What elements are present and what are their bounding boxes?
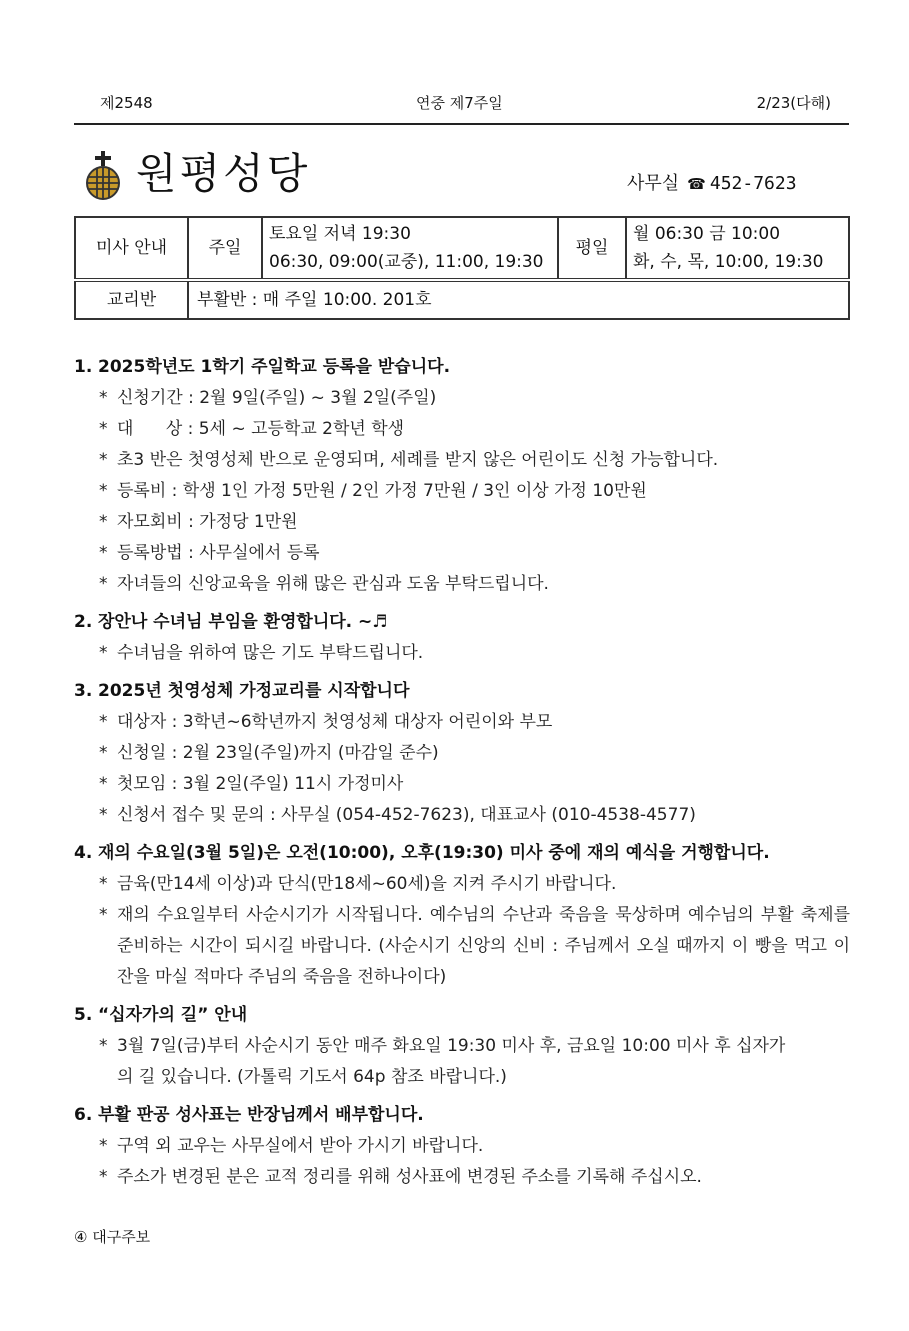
list-item: * 등록방법 : 사무실에서 등록 <box>99 543 320 563</box>
sunday-times <box>262 217 558 280</box>
list-item: * 수녀님을 위하여 많은 기도 부탁드립니다. <box>99 643 424 663</box>
catechism-text: 부활반 : 매 주일 10:00. 201호 <box>188 280 849 319</box>
list-item: * 재의 수요일부터 사순시기가 시작됩니다. 예수님의 수난과 죽음을 묵상하며 예수님의 부활 축제를 준비하는 시간이 되시길 바랍니다. (사순시기 신앙의 신비 : 주님께서 오실 때까지 이 빵을 먹고 이 잔을 마실 적마다 주님의 죽음을 전하나이다) <box>99 905 850 987</box>
weekday-label: 평일 <box>558 217 626 280</box>
list-item: * 주소가 변경된 분은 교적 정리를 위해 성사표에 변경된 주소를 기록해 주십시오. <box>99 1167 702 1187</box>
mass-label: 미사 안내 <box>75 217 188 280</box>
announcement-section <box>74 676 850 831</box>
sunday-times-line2: 06:30, 09:00(교중), 11:00, 19:30 <box>269 252 544 272</box>
section-title: 4. 재의 수요일(3월 5일)은 오전(10:00), 오후(19:30) 미사 중에 재의 예식을 거행합니다. <box>74 843 770 863</box>
catechism-label: 교리반 <box>75 280 188 319</box>
announcement-section <box>74 838 850 993</box>
list-item: * 신청일 : 2월 23일(주일)까지 (마감일 준수) <box>99 743 439 763</box>
announcement-section <box>74 1100 850 1193</box>
section-title: 5. “십자가의 길” 안내 <box>74 1005 248 1025</box>
announcements <box>74 352 850 1200</box>
announcement-section <box>74 352 850 600</box>
weekday-times-line1: 월 06:30 금 10:00 <box>633 224 781 244</box>
church-globe-icon <box>80 150 126 200</box>
sunday-label: 주일 <box>188 217 262 280</box>
list-item: * 신청서 접수 및 문의 : 사무실 (054-452-7623), 대표교사 (010-4538-4577) <box>99 805 696 825</box>
telephone-icon: ☎ <box>687 175 706 193</box>
office-label: 사무실 <box>627 173 680 194</box>
list-item: * 첫모임 : 3월 2일(주일) 11시 가정미사 <box>99 774 404 794</box>
list-item: * 신청기간 : 2월 9일(주일) ~ 3월 2일(주일) <box>99 388 437 408</box>
parish-title: 원평성당 <box>136 149 311 198</box>
header-bar <box>100 92 831 114</box>
office-phone: 452-7623 <box>709 173 797 194</box>
list-item: * 대 상 : 5세 ~ 고등학교 2학년 학생 <box>99 419 405 439</box>
weekday-times-line2: 화, 수, 목, 10:00, 19:30 <box>633 252 824 272</box>
section-title: 2. 장안나 수녀님 부임을 환영합니다. ~♬ <box>74 612 388 632</box>
list-item: * 초3 반은 첫영성체 반으로 운영되며, 세례를 받지 않은 어린이도 신청 가능합니다. <box>99 450 719 470</box>
list-item: * 자모회비 : 가정당 1만원 <box>99 512 298 532</box>
list-item: * 자녀들의 신앙교육을 위해 많은 관심과 도움 부탁드립니다. <box>99 574 549 594</box>
liturgical-week: 연중 제7주일 <box>416 94 503 112</box>
office-contact <box>627 172 797 196</box>
list-item: * 3월 7일(금)부터 사순시기 동안 매주 화요일 19:30 미사 후, 금요일 10:00 미사 후 십자가의 길 있습니다. (가톨릭 기도서 64p 참조 바랍니다.) <box>99 1036 786 1087</box>
list-item: * 등록비 : 학생 1인 가정 5만원 / 2인 가정 7만원 / 3인 이상 가정 10만원 <box>99 481 647 501</box>
issue-date: 2/23(다해) <box>756 94 831 112</box>
section-title: 3. 2025년 첫영성체 가정교리를 시작합니다 <box>74 681 410 701</box>
header-divider <box>74 123 849 125</box>
list-item: * 구역 외 교우는 사무실에서 받아 가시기 바랍니다. <box>99 1136 484 1156</box>
sunday-times-line1: 토요일 저녁 19:30 <box>269 224 411 244</box>
list-item: * 금육(만14세 이상)과 단식(만18세~60세)을 지켜 주시기 바랍니다. <box>99 874 617 894</box>
announcement-section <box>74 607 850 669</box>
issue-number: 제2548 <box>100 94 153 112</box>
weekday-times <box>626 217 849 280</box>
footer-source: ④ 대구주보 <box>74 1228 151 1246</box>
announcement-section <box>74 1000 850 1093</box>
list-item: * 대상자 : 3학년~6학년까지 첫영성체 대상자 어린이와 부모 <box>99 712 553 732</box>
mass-schedule-table <box>74 216 850 320</box>
section-title: 6. 부활 판공 성사표는 반장님께서 배부합니다. <box>74 1105 424 1125</box>
section-title: 1. 2025학년도 1학기 주일학교 등록을 받습니다. <box>74 357 451 377</box>
